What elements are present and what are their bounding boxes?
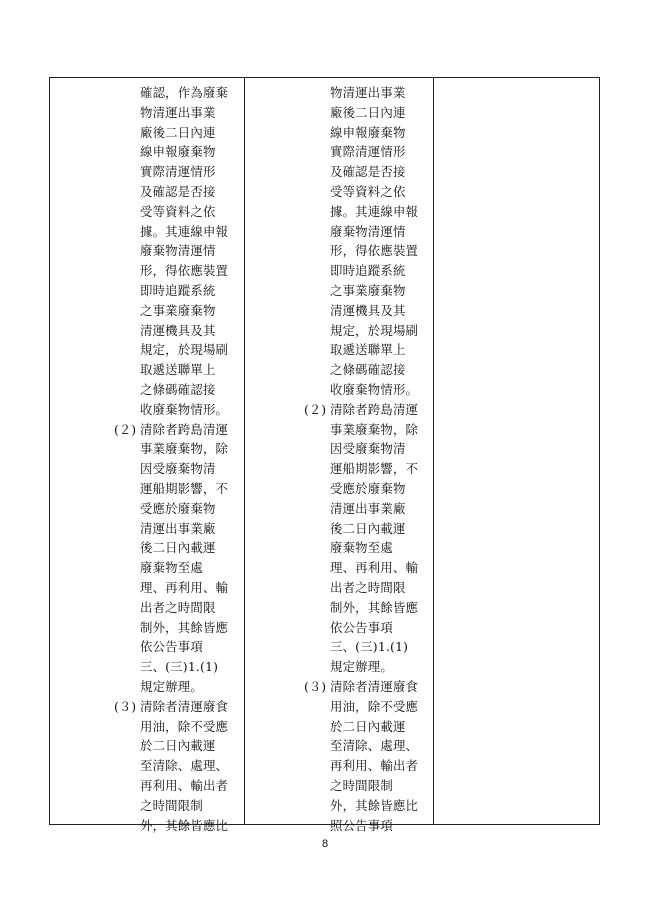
text-line: 因受廢棄物清	[140, 461, 216, 477]
text-line: 受應於廢棄物	[330, 481, 406, 496]
text-line: 清運出事業廠	[330, 500, 406, 516]
text-line: 廠後二日內連	[140, 124, 216, 140]
text-line: 廢棄物清運情	[140, 243, 216, 259]
text-line: 確認，作為廢棄	[140, 85, 229, 100]
text-line: 及確認是否接	[330, 164, 406, 180]
text-line: 清運機具及其	[330, 302, 406, 318]
text-line: 理、再利用、輸	[330, 560, 419, 576]
text-line: 之條碼確認接	[330, 362, 406, 378]
text-line: 清運出事業廠	[140, 520, 216, 536]
page-number: 8	[321, 838, 329, 850]
text-line: 收廢棄物情形。	[330, 382, 419, 397]
text-line: 出者之時間限	[330, 580, 406, 595]
text-line: 運船期影響，不	[140, 481, 229, 496]
text-line: 物清運出事業	[140, 104, 216, 120]
text-line: 受等資料之依	[140, 203, 216, 219]
text-line: 用油，除不受應	[140, 718, 229, 734]
text-line: 取遞送聯單上	[140, 362, 216, 378]
text-line: 線申報廢棄物	[330, 124, 406, 140]
text-line: 規定，於現場刷	[330, 322, 419, 338]
text-line: 廢棄物至處	[330, 540, 393, 556]
text-line: 外，其餘皆應比	[330, 797, 419, 813]
text-line: 出者之時間限	[140, 599, 216, 615]
text-line: 制外，其餘皆應	[330, 599, 419, 615]
text-line: 再利用、輸出者	[140, 778, 229, 793]
text-line: 理、再利用、輸	[140, 580, 229, 595]
text-line: 取遞送聯單上	[330, 342, 406, 358]
text-line: 制外，其餘皆應	[140, 619, 229, 635]
text-line: 即時追蹤系統	[330, 263, 406, 279]
text-line: 至清除、處理、	[330, 738, 419, 754]
text-line: 實際清運情形	[140, 164, 216, 180]
item-number: (２)	[304, 401, 327, 417]
text-line: 及確認是否接	[140, 184, 216, 199]
text-line: 受等資料之依	[330, 184, 406, 199]
comparison-table	[49, 77, 600, 833]
text-line: 清除者清運廢食	[330, 679, 419, 694]
text-line: 外，其餘皆應比	[140, 817, 229, 833]
text-line: 運船期影響，不	[330, 461, 419, 477]
text-line: 之事業廢棄物	[330, 283, 406, 298]
text-line: 形，得依應裝置	[330, 243, 419, 259]
text-line: 形，得依應裝置	[140, 263, 229, 279]
text-line: 依公告事項	[140, 639, 203, 655]
column-divider-1	[244, 78, 245, 824]
text-line: 廠後二日內連	[330, 104, 406, 120]
text-line: 因受廢棄物清	[330, 441, 406, 457]
text-line: 事業廢棄物，除	[330, 421, 419, 437]
text-line: 至清除、處理、	[140, 758, 229, 774]
text-line: 之條碼確認接	[140, 382, 216, 397]
text-line: 據。其連線申報	[330, 203, 419, 219]
text-line: 清除者跨島清運	[140, 421, 229, 437]
text-line: 實際清運情形	[330, 144, 406, 160]
text-line: 清除者清運廢食	[140, 698, 229, 714]
text-line: 照公告事項	[330, 817, 393, 833]
text-line: 於二日內載運	[140, 738, 216, 754]
text-line: 線申報廢棄物	[140, 144, 216, 160]
text-line: 後二日內載運	[140, 540, 216, 556]
text-line: 之事業廢棄物	[140, 302, 216, 318]
item-number: (３)	[304, 679, 327, 694]
text-line: 之時間限制	[330, 778, 393, 793]
text-line: 據。其連線申報	[140, 223, 229, 239]
text-line: 即時追蹤系統	[140, 283, 216, 298]
text-line: 物清運出事業	[330, 85, 406, 100]
text-line: 規定辦理。	[330, 659, 393, 675]
item-number: (３)	[114, 698, 137, 714]
text-line: 於二日內載運	[330, 718, 406, 734]
text-line: 三、(三)1.(1)	[330, 639, 409, 655]
item-number: (２)	[114, 421, 137, 437]
column-divider-2	[433, 78, 434, 824]
text-line: 清運機具及其	[140, 322, 216, 338]
text-line: 規定辦理。	[140, 679, 203, 694]
text-line: 廢棄物清運情	[330, 223, 406, 239]
text-line: 規定，於現場刷	[140, 342, 229, 358]
text-line: 收廢棄物情形。	[140, 401, 229, 417]
text-line: 後二日內載運	[330, 520, 406, 536]
text-line: 依公告事項	[330, 619, 393, 635]
text-line: 廢棄物至處	[140, 560, 203, 576]
text-line: 三、(三)1.(1)	[140, 659, 219, 675]
text-line: 事業廢棄物，除	[140, 441, 229, 457]
text-line: 受應於廢棄物	[140, 500, 216, 516]
text-line: 再利用、輸出者	[330, 758, 419, 774]
text-line: 用油，除不受應	[330, 698, 419, 714]
text-line: 之時間限制	[140, 797, 203, 813]
text-line: 清除者跨島清運	[330, 401, 419, 417]
